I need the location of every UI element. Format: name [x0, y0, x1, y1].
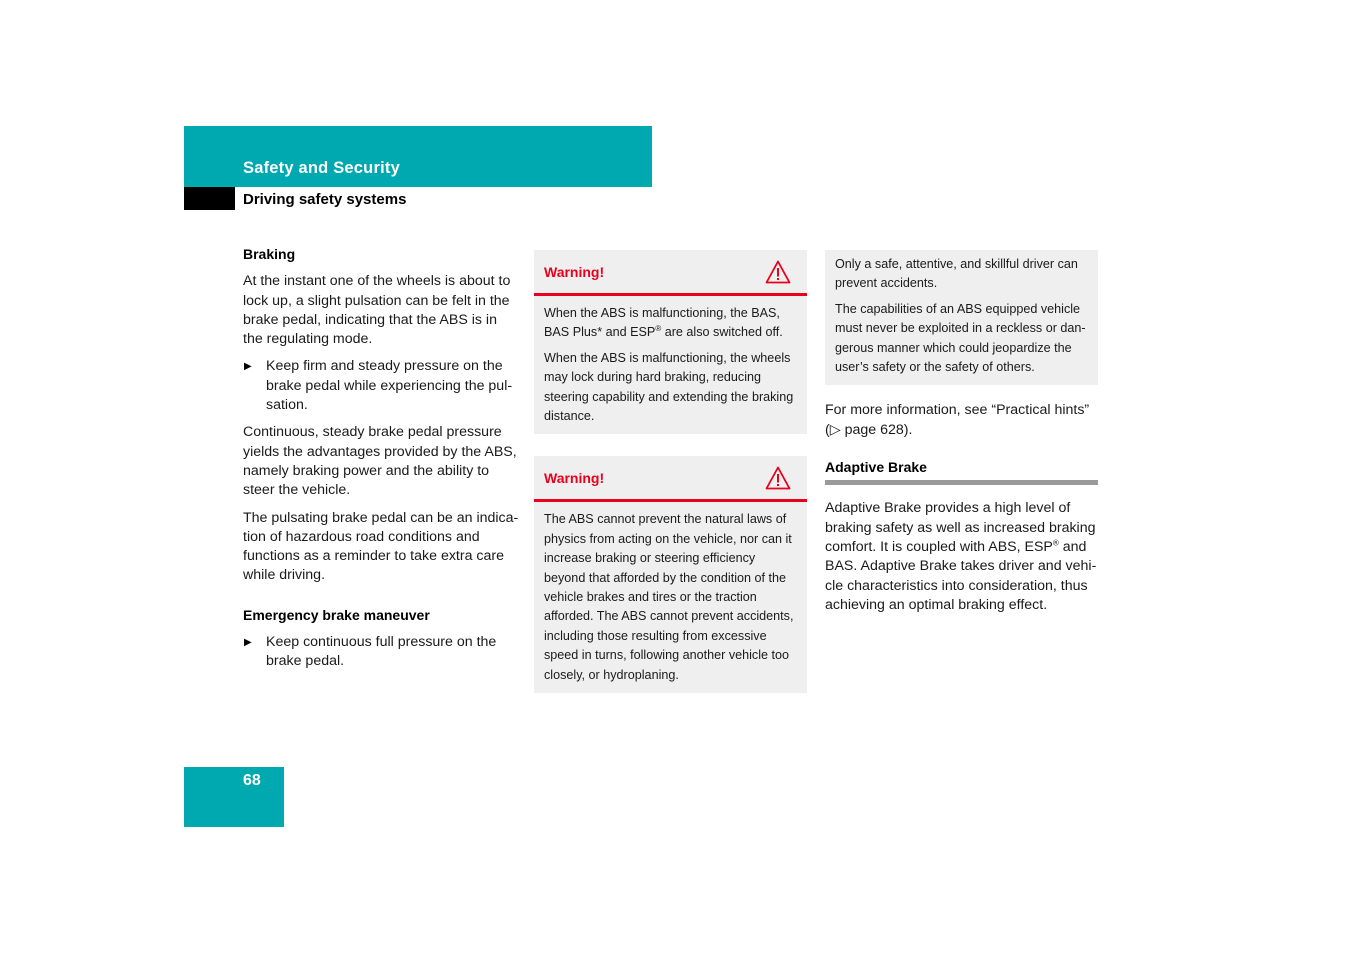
- list-item: [243, 357, 519, 415]
- warning-triangle-icon: [765, 260, 791, 284]
- emergency-heading: Emergency brake maneuver: [243, 606, 430, 623]
- braking-paragraph-1: At the instant one of the wheels is about to lock up, a slight pulsation can be felt in the brake pedal, indicating that the ABS is in the regulating mode.: [243, 273, 511, 348]
- warning-text: When the ABS is malfunctioning, the wheels may lock during hard braking, reducing steering capability and extending the braking distance.: [544, 350, 794, 424]
- warning-body: [534, 502, 807, 693]
- warning-text: The ABS cannot prevent the natural laws of physics from acting on the vehicle, nor can it increase braking or steering efficiency beyond that afforded by the condition of the vehicle brakes and tires or the traction afforded. The ABS cannot prevent accidents, including those resulting from excessive speed in turns, following another vehicle too closely, or hydroplaning.: [544, 512, 794, 682]
- warning-text: When the ABS is malfunctioning, the BAS, BAS Plus* and ESP® are also switched off.: [544, 306, 783, 340]
- list-item: [243, 633, 519, 672]
- subsection-title: Driving safety systems: [243, 191, 407, 208]
- column-left: [243, 245, 519, 680]
- section-title: Safety and Security: [243, 159, 400, 177]
- warning-header: [534, 250, 807, 296]
- warning-box-2: [534, 456, 807, 693]
- braking-paragraph-3: The pulsating brake pedal can be an indication of hazardous road conditions and functions as a reminder to take extra care while driving.: [243, 509, 519, 584]
- note-text: The capabilities of an ABS equipped vehicle must never be exploited in a reckless or dangerous manner which could jeopardize the user’s safety or the safety of others.: [835, 301, 1086, 375]
- warning-triangle-icon: [765, 466, 791, 490]
- triangle-right-icon: ▶: [244, 361, 252, 373]
- column-right: [825, 250, 1098, 623]
- section-marker: [184, 187, 235, 210]
- braking-heading: Braking: [243, 246, 296, 262]
- column-middle: [534, 250, 807, 715]
- more-info-reference: For more information, see “Practical hints” (▷ page 628).: [825, 402, 1090, 438]
- note-box: [825, 250, 1098, 385]
- warning-body: [534, 296, 807, 434]
- bullet-text: Keep firm and steady pressure on the brake pedal while experiencing the pulsation.: [266, 358, 513, 414]
- bullet-text: Keep continuous full pressure on the brake pedal.: [266, 634, 497, 670]
- note-text: Only a safe, attentive, and skillful driver can prevent accidents.: [835, 257, 1078, 291]
- adaptive-brake-heading: Adaptive Brake: [825, 458, 1098, 485]
- adaptive-brake-paragraph: Adaptive Brake provides a high level of braking safety as well as increased braking comfort. It is coupled with ABS, ESP® and BAS. Adaptive Brake takes driver and vehicle characteristics into consideration, thus achieving an optimal braking effect.: [825, 500, 1097, 613]
- braking-paragraph-2: Continuous, steady brake pedal pressure yields the advantages provided by the ABS, namely braking power and the ability to steer the vehicle.: [243, 424, 517, 499]
- page-number: 68: [243, 772, 261, 789]
- warning-header: [534, 456, 807, 502]
- page-reference-arrow-icon: ▷: [829, 421, 841, 438]
- page-number-tab: [184, 767, 284, 827]
- warning-label: Warning!: [544, 470, 605, 487]
- triangle-right-icon: ▶: [244, 637, 252, 649]
- warning-label: Warning!: [544, 264, 605, 280]
- warning-box-1: [534, 250, 807, 434]
